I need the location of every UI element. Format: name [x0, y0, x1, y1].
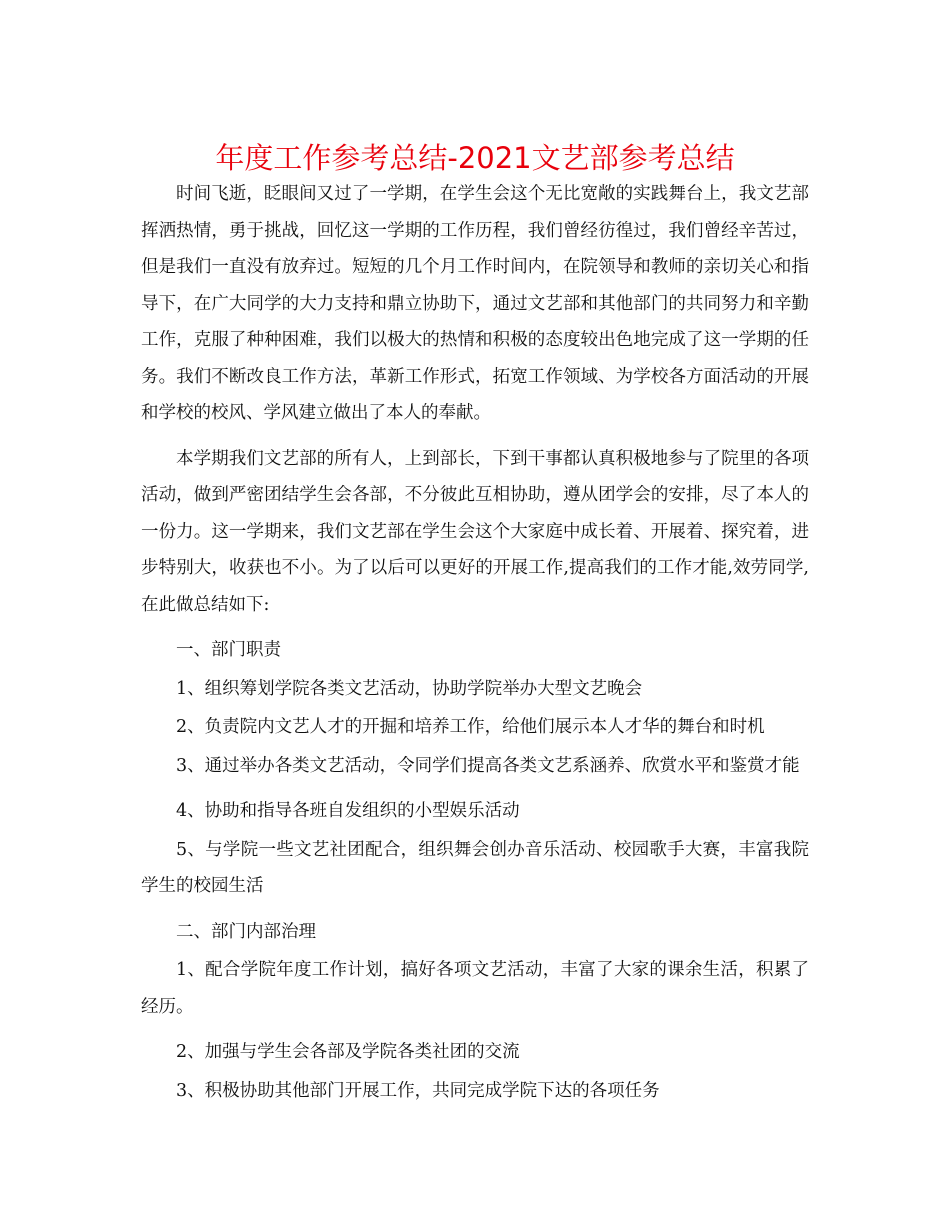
paragraph-semester: 本学期我们文艺部的所有人，上到部长，下到干事都认真积极地参与了院里的各项活动，做到严密团结学生会各部，不分彼此互相协助，遵从团学会的安排，尽了本人的一份力。这一学期来，我们文艺部在学生会这个大家庭中成长着、开展着、探究着，进步特别大，收获也不小。为了以后可以更好的开展工作,提高我们的工作才能,效劳同学,在此做总结如下:: [141, 448, 809, 615]
section-heading-duties: 一、部门职责: [176, 640, 281, 660]
paragraph-intro: 时间飞逝，眨眼间又过了一学期，在学生会这个无比宽敞的实践舞台上，我文艺部挥洒热情，勇于挑战，回忆这一学期的工作历程，我们曾经彷徨过，我们曾经辛苦过，但是我们一直没有放弃过。短短的几个月工作时间内，在院领导和教师的亲切关心和指导下，在广大同学的大力支持和鼎立协助下，通过文艺部和其他部门的共同努力和辛勤工作，克服了种种困难，我们以极大的热情和积极的态度较出色地完成了这一学期的任务。我们不断改良工作方法，革新工作形式，拓宽工作领域、为学校各方面活动的开展和学校的校风、学风建立做出了本人的奉献。: [141, 184, 809, 423]
document-body: [141, 176, 809, 1111]
section-heading-management: 二、部门内部治理: [176, 921, 316, 942]
list-item-management-1: 1、配合学院年度工作计划，搞好各项文艺活动，丰富了大家的课余生活，积累了经历。: [141, 960, 809, 1017]
list-item-management-3: 3、积极协助其他部门开展工作，共同完成学院下达的各项任务: [176, 1080, 660, 1101]
list-item-duty-4: 4、协助和指导各班自发组织的小型娱乐活动: [176, 801, 520, 821]
list-item-management-2: 2、加强与学生会各部及学院各类社团的交流: [176, 1042, 520, 1062]
list-item-duty-3: 3、通过举办各类文艺活动，令同学们提高各类文艺系涵养、欣赏水平和鉴赏才能: [176, 755, 800, 776]
list-item-duty-5: 5、与学院一些文艺社团配合，组织舞会创办音乐活动、校园歌手大赛，丰富我院学生的校园生活: [141, 839, 809, 896]
document-title: 年度工作参考总结-2021文艺部参考总结: [215, 141, 735, 175]
list-item-duty-1: 1、组织筹划学院各类文艺活动，协助学院举办大型文艺晚会: [176, 678, 643, 699]
list-item-duty-2: 2、负责院内文艺人才的开掘和培养工作，给他们展示本人才华的舞台和时机: [176, 717, 765, 737]
